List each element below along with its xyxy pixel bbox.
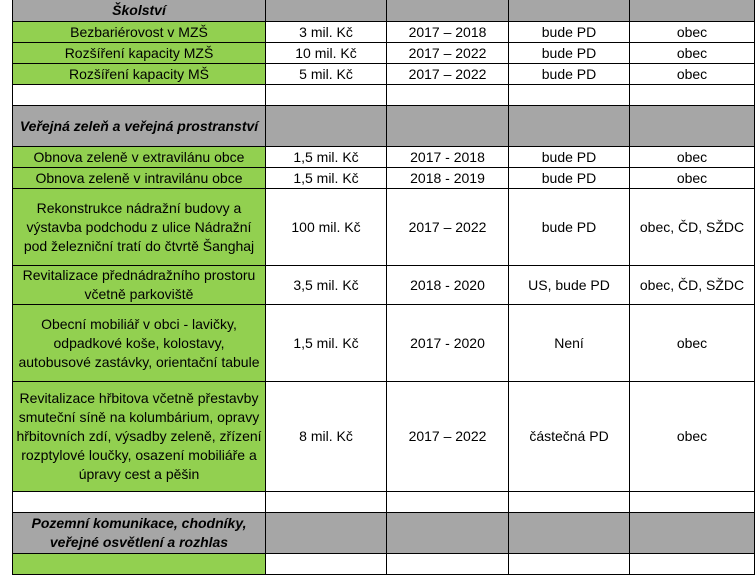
project-status: US, bude PD [509, 266, 630, 305]
section-header-row [13, 513, 755, 554]
table-row [13, 305, 755, 382]
project-status: bude PD [509, 43, 630, 64]
project-cost: 8 mil. Kč [266, 382, 387, 492]
table-row [13, 147, 755, 168]
section-title: Pozemní komunikace, chodníky, veřejné osvětlení a rozhlas [13, 513, 266, 554]
project-period: 2017 – 2022 [387, 189, 509, 266]
table-row-partial [13, 554, 755, 575]
table-row [13, 168, 755, 189]
project-owner: obec [630, 147, 755, 168]
table-row [13, 22, 755, 43]
project-name: Obnova zeleně v extravilánu obce [13, 147, 266, 168]
table-row [13, 382, 755, 492]
project-period: 2017 – 2022 [387, 382, 509, 492]
spacer-row [13, 492, 755, 513]
project-name: Rozšíření kapacity MŠ [13, 64, 266, 85]
investment-plan-table [12, 0, 755, 575]
section-title: Veřejná zeleň a veřejná prostranství [13, 106, 266, 147]
project-status: bude PD [509, 64, 630, 85]
project-owner: obec [630, 64, 755, 85]
project-period: 2017 – 2022 [387, 43, 509, 64]
project-period: 2017 – 2018 [387, 22, 509, 43]
table-row [13, 43, 755, 64]
table-row [13, 189, 755, 266]
project-name: Revitalizace přednádražního prostoru včetně parkoviště [13, 266, 266, 305]
project-period: 2017 - 2020 [387, 305, 509, 382]
project-cost: 3 mil. Kč [266, 22, 387, 43]
project-cost: 1,5 mil. Kč [266, 147, 387, 168]
project-name: Rekonstrukce nádražní budovy a výstavba podchodu z ulice Nádražní pod železniční tratí do čtvrtě Šanghaj [13, 189, 266, 266]
project-name: Rozšíření kapacity MZŠ [13, 43, 266, 64]
project-cost: 5 mil. Kč [266, 64, 387, 85]
project-status: částečná PD [509, 382, 630, 492]
section-header-row [13, 106, 755, 147]
project-status: bude PD [509, 168, 630, 189]
project-owner: obec, ČD, SŽDC [630, 266, 755, 305]
project-owner: obec [630, 22, 755, 43]
project-status: bude PD [509, 189, 630, 266]
project-name: Obecní mobiliář v obci - lavičky, odpadkové koše, kolostavy, autobusové zastávky, orientační tabule [13, 305, 266, 382]
project-period: 2018 - 2020 [387, 266, 509, 305]
table-row [13, 266, 755, 305]
project-status: bude PD [509, 147, 630, 168]
project-name: Revitalizace hřbitova včetně přestavby smuteční síně na kolumbárium, opravy hřbitovních zdí, výsadby zeleně, zřízení rozptylové loučky, osazení mobiliáře a úpravy cest a pěšin [13, 382, 266, 492]
project-status: bude PD [509, 22, 630, 43]
project-cost: 3,5 mil. Kč [266, 266, 387, 305]
section-title: Školství [13, 0, 266, 22]
project-period: 2018 - 2019 [387, 168, 509, 189]
project-owner: obec [630, 43, 755, 64]
project-period: 2017 – 2022 [387, 64, 509, 85]
project-owner: obec [630, 168, 755, 189]
project-cost: 10 mil. Kč [266, 43, 387, 64]
project-owner: obec, ČD, SŽDC [630, 189, 755, 266]
project-cost: 1,5 mil. Kč [266, 305, 387, 382]
section-header-row [13, 0, 755, 22]
project-period: 2017 - 2018 [387, 147, 509, 168]
project-owner: obec [630, 382, 755, 492]
project-cost: 1,5 mil. Kč [266, 168, 387, 189]
project-name: Bezbariérovost v MZŠ [13, 22, 266, 43]
spacer-row [13, 85, 755, 106]
table-row [13, 64, 755, 85]
project-owner: obec [630, 305, 755, 382]
project-status: Není [509, 305, 630, 382]
project-cost: 100 mil. Kč [266, 189, 387, 266]
project-name: Obnova zeleně v intravilánu obce [13, 168, 266, 189]
